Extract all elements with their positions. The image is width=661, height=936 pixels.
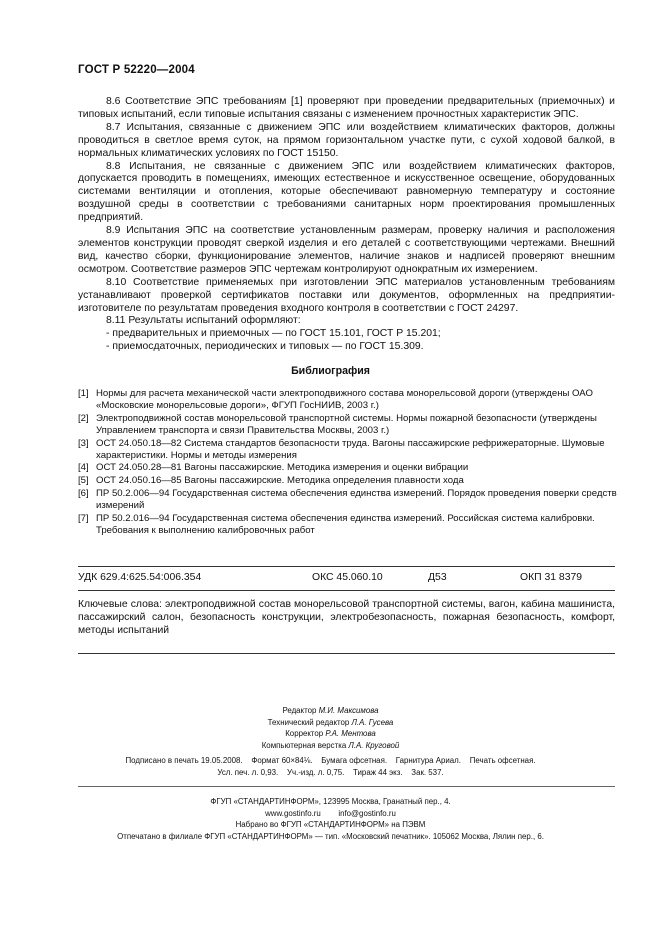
paragraph-8-10: 8.10 Соответствие применяемых при изготовлении ЭПС материалов установленным требованиям устанавливают проверкой сертификатов поставки или документов, оформленных на предприятии-изготовителе по результатам проведения входного контроля в соответствии с ГОСТ 24297. bbox=[78, 276, 615, 314]
bibliography-item bbox=[78, 513, 618, 537]
bibliography-number: [7] bbox=[78, 513, 89, 525]
bibliography-item bbox=[78, 388, 618, 412]
d-code: Д53 bbox=[428, 572, 447, 583]
editor-role: Корректор bbox=[285, 729, 326, 739]
editor-role: Технический редактор bbox=[267, 717, 352, 727]
editor-name: Л.А. Круговой bbox=[348, 740, 400, 750]
section-8-text bbox=[78, 96, 615, 354]
editor-name: Л.А. Гусева bbox=[351, 717, 394, 727]
document-header: ГОСТ Р 52220—2004 bbox=[78, 64, 195, 76]
keywords: Ключевые слова: электроподвижной состав монорельсовой транспортной системы, вагон, кабина машиниста, пассажирский салон, безопасность конструкции, электробезопасность, пожарная безопасность, комфорт, методы испытаний bbox=[78, 599, 615, 636]
publisher-line: Набрано во ФГУП «СТАНДАРТИНФОРМ» на ПЭВМ bbox=[235, 820, 426, 830]
oks-code: ОКС 45.060.10 bbox=[312, 572, 383, 583]
bibliography-number: [6] bbox=[78, 488, 89, 500]
bibliography-text: ОСТ 24.050.28—81 Вагоны пассажирские. Методика измерения и оценки вибрации bbox=[96, 462, 469, 474]
paragraph-8-6: 8.6 Соответствие ЭПС требованиям [1] проверяют при проведении предварительных (приемочных) и типовых испытаний, если типовые испытания связаны с изменением прочностных характеристик ЭПС. bbox=[78, 96, 615, 120]
editors-block bbox=[0, 705, 661, 751]
bibliography-number: [5] bbox=[78, 475, 89, 487]
editor-role: Редактор bbox=[282, 706, 319, 715]
bibliography-number: [1] bbox=[78, 388, 89, 399]
paragraph-8-7: 8.7 Испытания, связанные с движением ЭПС или воздействием климатических факторов, должны проводиться в светлое время суток, на прямом горизонтальном участке пути, с сухой ходовой балкой, в нормальных климатических условиях по ГОСТ 15150. bbox=[78, 121, 615, 159]
publisher-line: Отпечатано в филиале ФГУП «СТАНДАРТИНФОРМ» — тип. «Московский печатник». 105062 Москва, Лялин пер., 6. bbox=[117, 831, 544, 841]
editor-line bbox=[0, 705, 661, 717]
udk-code: УДК 629.4:625.54:006.354 bbox=[78, 572, 202, 583]
print-details bbox=[0, 755, 661, 778]
okp-code: ОКП 31 8379 bbox=[520, 572, 583, 583]
publisher-line: ФГУП «СТАНДАРТИНФОРМ», 123995 Москва, Гранатный пер., 4. bbox=[210, 797, 451, 806]
editor-role: Компьютерная верстка bbox=[261, 740, 349, 750]
bibliography-title: Библиография bbox=[291, 365, 370, 377]
editor-line bbox=[0, 728, 661, 740]
divider-imprint bbox=[78, 786, 615, 787]
bibliography-list bbox=[78, 388, 618, 538]
bibliography-number: [3] bbox=[78, 437, 89, 449]
list-item: - предварительных и приемочных — по ГОСТ 15.101, ГОСТ Р 15.201; bbox=[106, 328, 441, 340]
bibliography-item bbox=[78, 488, 618, 512]
paragraph-8-8: 8.8 Испытания, не связанные с движением ЭПС или воздействием климатических факторов, допускается проводить в помещениях, имеющих естественное и искусственное освещение, оборудованных системами вентиляции и отопления, которые обеспечивают равномерную температуру и состояние воздушной среды в соответствии с требованиями санитарных норм проектирования промышленных предприятий. bbox=[78, 160, 615, 224]
bibliography-number: [4] bbox=[78, 462, 89, 474]
divider-middle bbox=[78, 590, 615, 591]
divider-bottom bbox=[78, 653, 615, 654]
print-line: Усл. печ. л. 0,93. Уч.-изд. л. 0,75. Тираж 44 экз. Зак. 537. bbox=[217, 767, 444, 777]
bibliography-text: Нормы для расчета механической части электроподвижного состава монорельсовой дороги (утверждены ОАО «Московские монорельсовые дороги», ФГУП ГосНИИВ, 2003 г.) bbox=[96, 388, 593, 411]
editor-line bbox=[0, 740, 661, 752]
editor-name: М.И. Максимова bbox=[318, 706, 379, 715]
publisher-web: www.gostinfo.ru info@gostinfo.ru bbox=[265, 808, 396, 818]
bibliography-item bbox=[78, 475, 618, 487]
bibliography-text: ОСТ 24.050.16—85 Вагоны пассажирские. Методика определения плавности хода bbox=[96, 475, 464, 487]
bibliography-item bbox=[78, 413, 618, 437]
bibliography-item bbox=[78, 438, 618, 462]
editor-line bbox=[0, 717, 661, 729]
bibliography-number: [2] bbox=[78, 412, 89, 424]
list-item: - приемосдаточных, периодических и типовых — по ГОСТ 15.309. bbox=[106, 341, 424, 353]
paragraph-8-11: 8.11 Результаты испытаний оформляют: bbox=[106, 315, 301, 327]
bibliography-item bbox=[78, 462, 618, 474]
divider-top bbox=[78, 566, 615, 567]
publisher-block bbox=[0, 796, 661, 842]
signed-line: Подписано в печать 19.05.2008. Формат 60×84⅛. Бумага офсетная. Гарнитура Ариал. Печать офсетная. bbox=[125, 756, 536, 765]
bibliography-text: ПР 50.2.016—94 Государственная система обеспечения единства измерений. Российская система калибровки. Требования к выполнению калибровочных работ bbox=[96, 513, 595, 536]
bibliography-text: Электроподвижной состав монорельсовой транспортной системы. Нормы пожарной безопасности (утверждены Управлением транспорта и связи Правительства Москвы, 2003 г.) bbox=[96, 412, 597, 436]
paragraph-8-9: 8.9 Испытания ЭПС на соответствие установленным размерам, проверку наличия и расположения элементов конструкции проводят сверкой изделия и его деталей с соответствующими чертежами. Внешний вид, качество сборки, функционирование элементов, наличие знаков и надписей проверяют внешним осмотром. Соответствие размеров ЭПС чертежам контролируют однократным их измерением. bbox=[78, 225, 615, 275]
editor-name: Р.А. Ментова bbox=[325, 729, 376, 739]
bibliography-text: ОСТ 24.050.18—82 Система стандартов безопасности труда. Вагоны пассажирские рефрижераторные. Шумовые характеристики. Нормы и методы измерения bbox=[96, 437, 605, 461]
bibliography-text: ПР 50.2.006—94 Государственная система обеспечения единства измерений. Порядок проведения поверки средств измерений bbox=[96, 488, 617, 512]
